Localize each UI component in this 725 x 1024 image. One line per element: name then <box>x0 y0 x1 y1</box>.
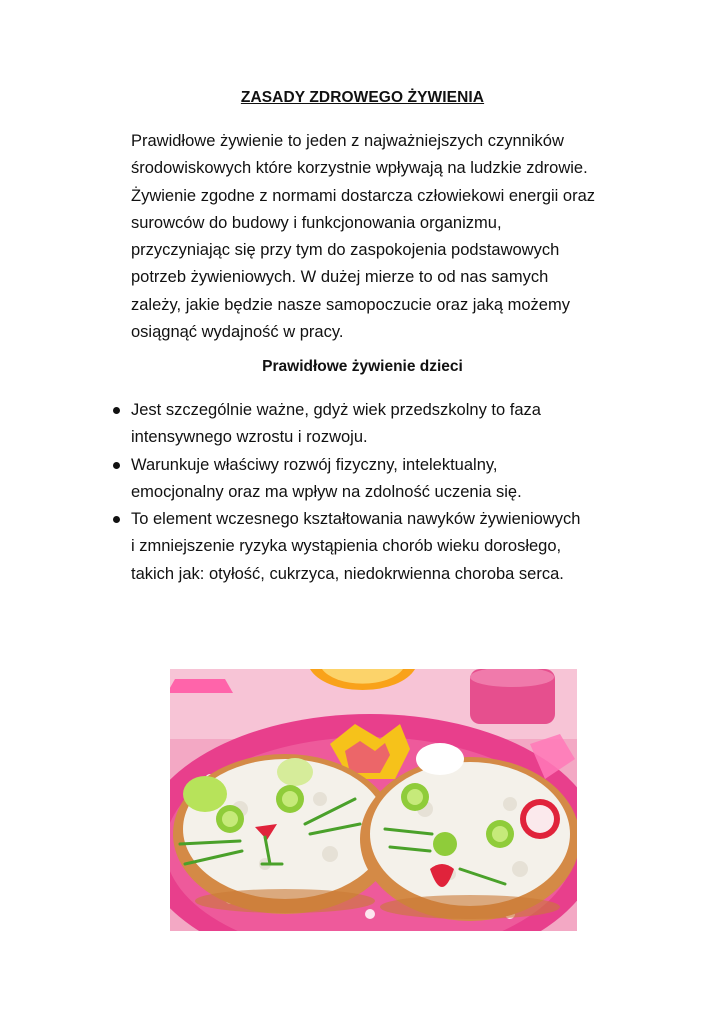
intro-line: środowiskowych które korzystnie wpływają na ludzkie zdrowie. <box>131 159 588 178</box>
bullet-item <box>113 452 673 507</box>
bullet-item <box>113 397 673 452</box>
bullet-item <box>113 506 673 588</box>
intro-line: Prawidłowe żywienie to jeden z najważniejszych czynników <box>131 132 564 150</box>
bullet-line: intensywnego wzrostu i rozwoju. <box>131 428 368 447</box>
intro-line: osiągnąć wydajność w pracy. <box>131 323 344 342</box>
cookie-cutter-left <box>170 679 233 693</box>
bullet-list <box>113 397 673 588</box>
intro-line: zależy, jakie będzie nasze samopoczucie oraz jaką możemy <box>131 295 570 314</box>
left-cucumber-ear <box>183 776 227 812</box>
intro-line: potrzeb żywieniowych. W dużej mierze to od nas samych <box>131 268 549 287</box>
food-photo-illustration <box>170 669 577 931</box>
document-title: ZASADY ZDROWEGO ŻYWIENIA <box>240 89 485 106</box>
bullet-line: emocjonalny oraz ma wpływ na zdolność uczenia się. <box>131 482 522 501</box>
bullet-line: To element wczesnego kształtowania nawyków żywieniowych <box>131 510 581 529</box>
intro-line: Żywienie zgodne z normami dostarcza człowiekowi energii oraz <box>131 186 596 205</box>
right-radish-ear <box>416 743 464 775</box>
intro-paragraph <box>131 128 661 346</box>
bullet-line: Warunkuje właściwy rozwój fizyczny, intelektualny, <box>131 455 498 474</box>
section-heading: Prawidłowe żywienie dzieci <box>262 358 463 375</box>
bullet-line: takich jak: otyłość, cukrzyca, niedokrwienna choroba serca. <box>131 564 564 583</box>
bullet-line: i zmniejszenie ryzyka wystąpienia chorób wieku dorosłego, <box>131 537 562 556</box>
bullet-line: Jest szczególnie ważne, gdyż wiek przedszkolny to faza <box>131 401 541 419</box>
bullet-icon <box>113 516 120 523</box>
bullet-icon <box>113 462 120 469</box>
intro-line: przyczyniając się przy tym do zaspokojenia podstawowych <box>131 241 560 260</box>
intro-line: surowców do budowy i funkcjonowania organizmu, <box>131 213 502 232</box>
food-photo <box>170 669 577 931</box>
bullet-icon <box>113 407 120 414</box>
